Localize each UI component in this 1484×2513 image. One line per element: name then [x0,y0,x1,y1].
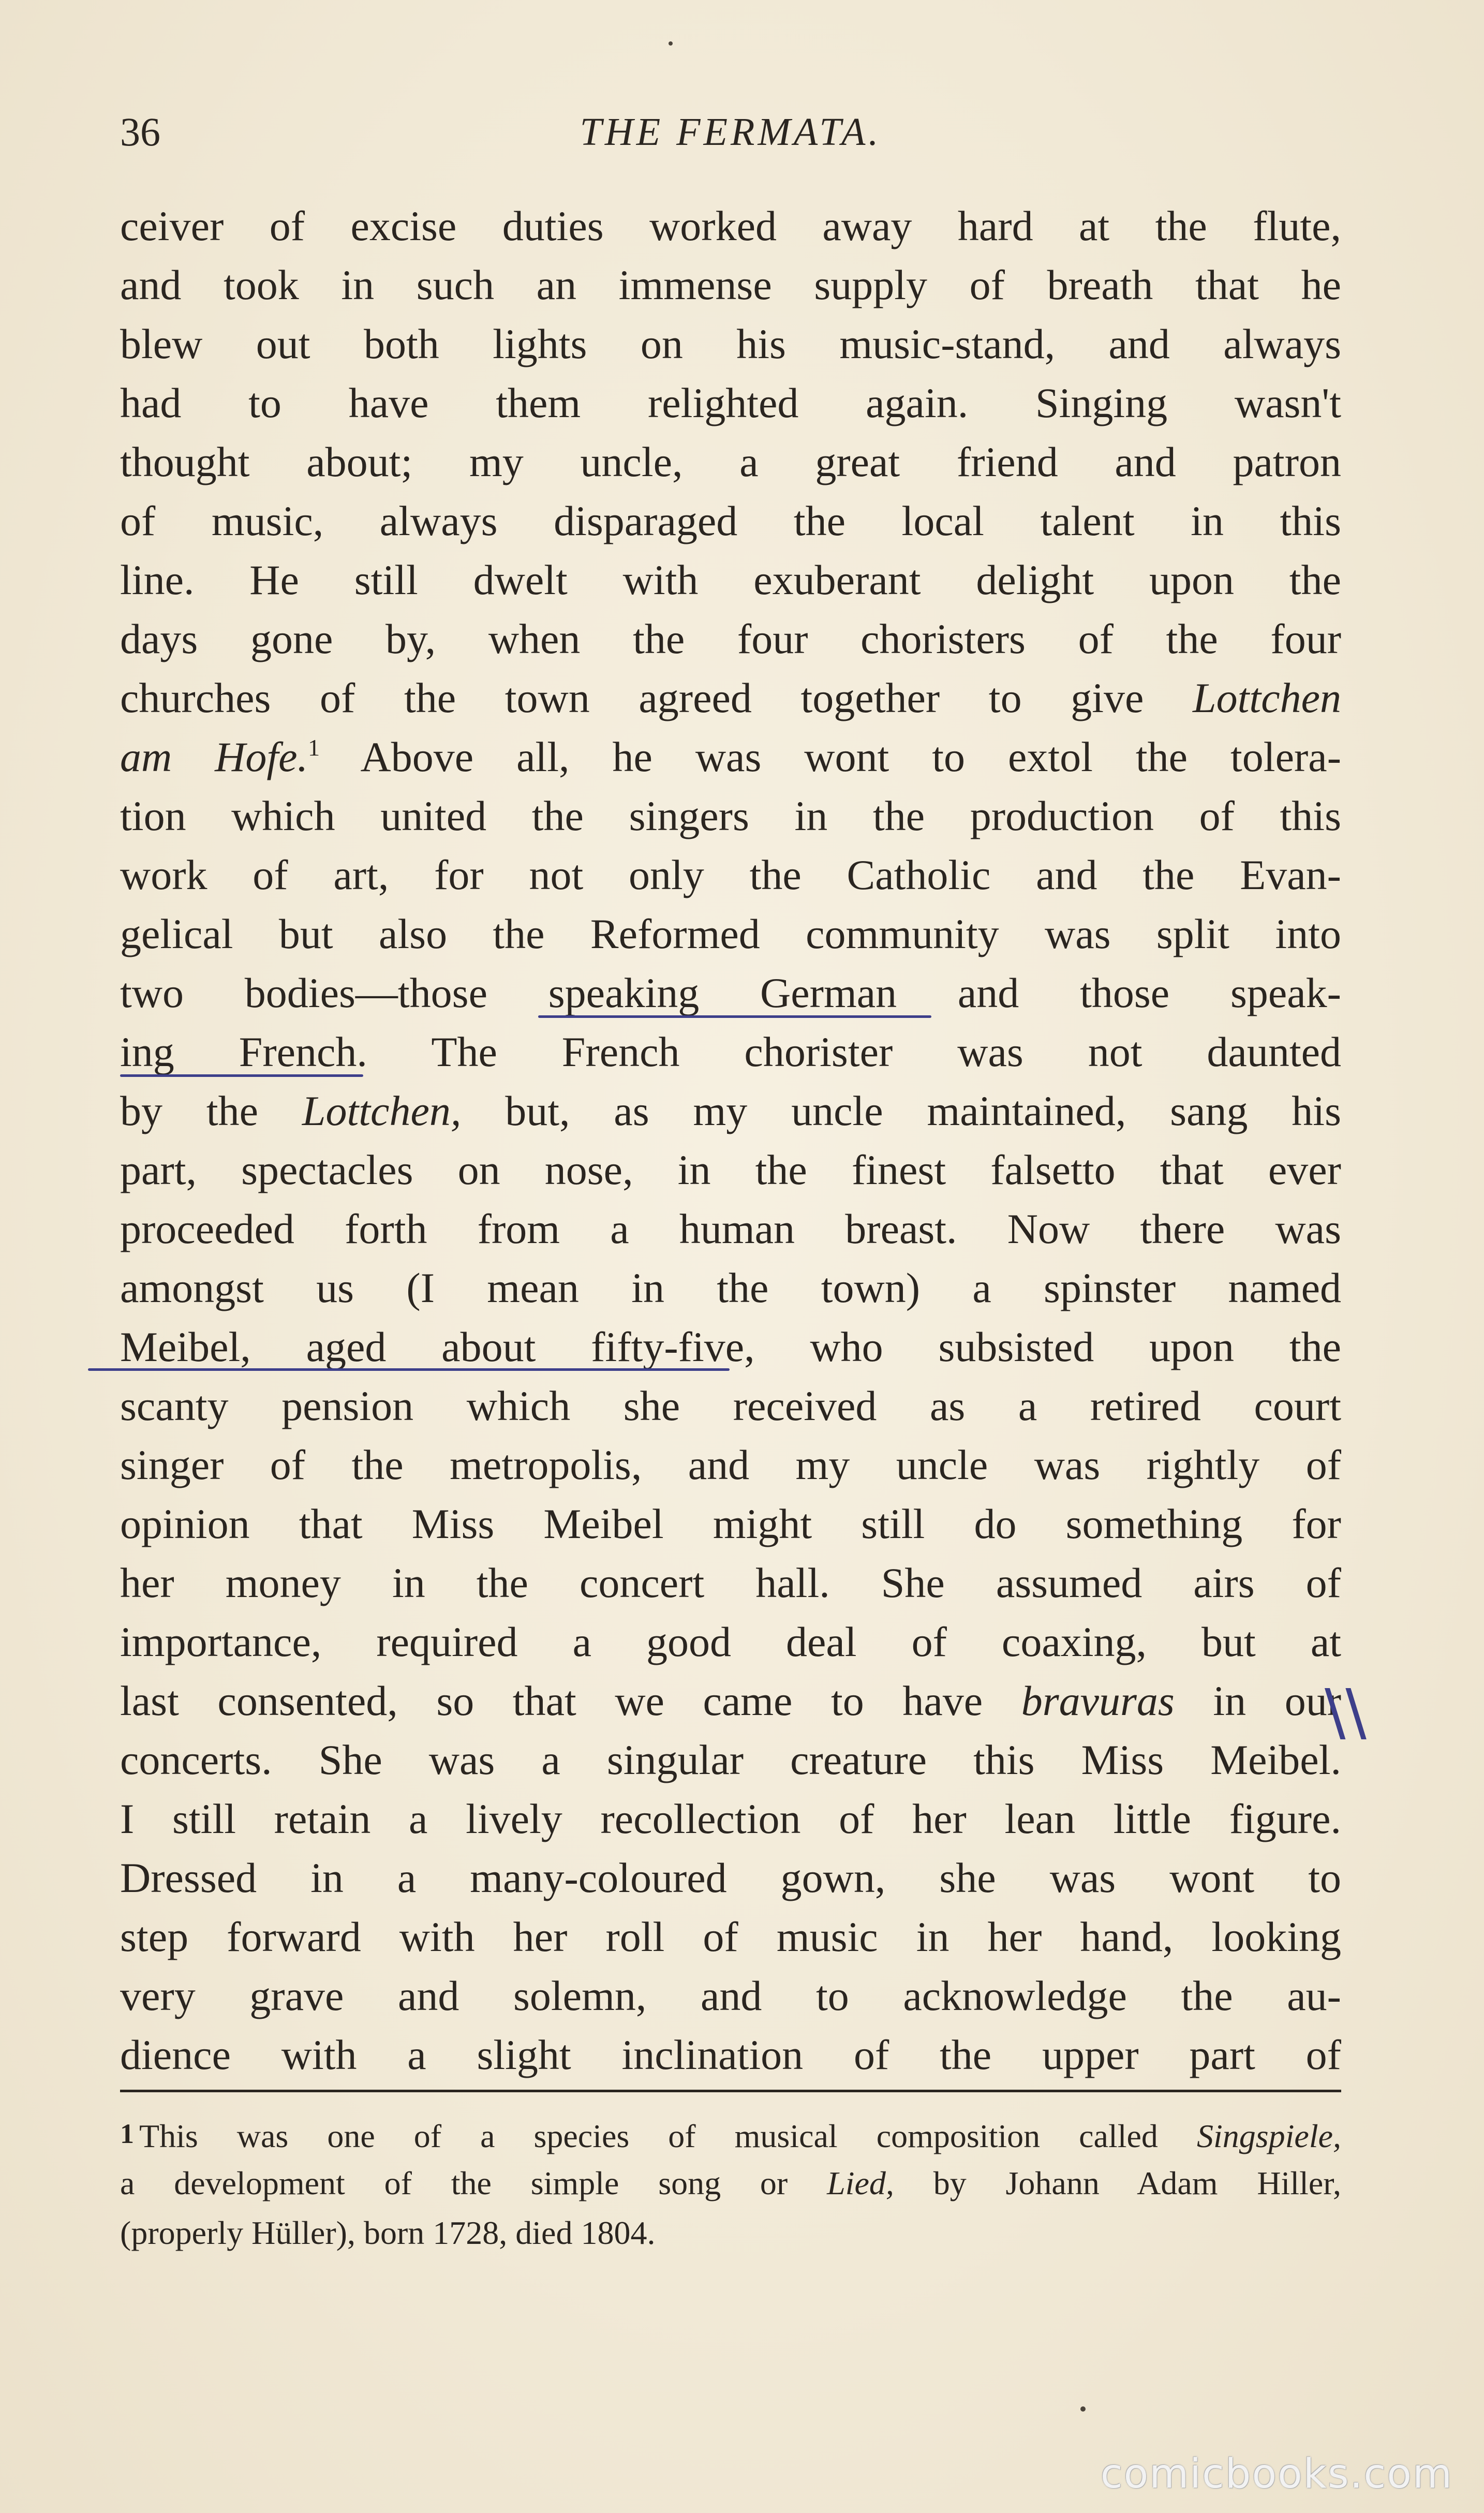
text-line: dience with a slight inclination of the upper part of [120,2031,1341,2078]
text-line: part, spectacles on nose, in the finest falsetto that ever [120,1146,1341,1193]
text-line [120,669,1341,728]
text-line: line. He still dwelt with exuberant delight upon the [120,556,1341,603]
italic-term: Singspiele, [1196,2118,1341,2154]
text-line: step forward with her roll of music in her hand, looking [120,1913,1341,1960]
text-line: her money in the concert hall. She assumed airs of [120,1559,1341,1606]
footnote-reference: 1 [308,734,320,761]
page-number: 36 [120,109,160,154]
text-line: blew out both lights on his music-stand, and always [120,320,1341,367]
text-segment: last consented, so that we came to have [120,1677,983,1724]
italic-title: Lottchen [1193,674,1341,721]
text-line: work of art, for not only the Catholic and the Evan- [120,851,1341,898]
text-line: ceiver of excise duties worked away hard at the flute, [120,202,1341,249]
text-line: opinion that Miss Meibel might still do something for [120,1500,1341,1547]
footnote-line [120,2109,1341,2159]
text-line [120,1082,1341,1141]
text-line: proceeded forth from a human breast. Now there was [120,1205,1341,1252]
italic-term: bravuras [1021,1677,1175,1724]
footnote-rule [120,2090,1341,2092]
text-line: thought about; my uncle, a great friend and patron [120,438,1341,485]
text-line: Meibel, aged about fifty-five, who subsisted upon the [120,1323,1341,1370]
text-line: Dressed in a many-coloured gown, she was wont to [120,1854,1341,1901]
text-segment: by Johann Adam Hiller, [933,2165,1341,2201]
text-segment: by the [120,1087,259,1134]
pencil-underline [120,1074,363,1077]
text-line: of music, always disparaged the local talent in this [120,497,1341,544]
text-line: ing French. The French chorister was not daunted [120,1028,1341,1075]
italic-term: Lied, [827,2165,894,2201]
text-line: importance, required a good deal of coaxing, but at [120,1618,1341,1665]
italic-title: am Hofe. [120,733,308,780]
text-segment: This was one of a species of musical composition called [139,2118,1158,2154]
pencil-margin-mark-icon: \\ [1325,1677,1367,1749]
page-header [120,104,1341,160]
italic-title: Lottchen, [302,1087,462,1134]
text-line [120,728,1341,787]
text-line: scanty pension which she received as a retired court [120,1382,1341,1429]
text-line: days gone by, when the four choristers of the four [120,615,1341,662]
text-segment: in our [1213,1677,1341,1724]
pencil-underline [538,1015,931,1018]
text-segment: but, as my uncle maintained, sang his [505,1087,1341,1134]
text-segment: churches of the town agreed together to give [120,674,1144,721]
ink-speck [1080,2406,1086,2412]
body-text [120,197,1341,2085]
footnote-line: (properly Hüller), born 1728, died 1804. [120,2214,656,2251]
text-line: tion which united the singers in the production of this [120,792,1341,839]
footnote [120,2109,1341,2258]
text-line [120,1672,1341,1731]
text-line: singer of the metropolis, and my uncle was rightly of [120,1441,1341,1488]
ink-speck [669,41,673,46]
pencil-underline [88,1368,730,1371]
running-title: THE FERMATA. [580,110,882,154]
text-line: had to have them relighted again. Singing wasn't [120,379,1341,426]
text-line: and took in such an immense supply of breath that he [120,261,1341,308]
text-line: I still retain a lively recollection of her lean little figure. [120,1795,1341,1842]
footnote-line [120,2159,1341,2208]
watermark-logo: comicbooks.com [1100,2451,1453,2497]
text-line: very grave and solemn, and to acknowledge the au- [120,1972,1341,2019]
text-line: concerts. She was a singular creature this Miss Meibel. [120,1736,1341,1783]
text-line: amongst us (I mean in the town) a spinster named [120,1264,1341,1311]
text-line: gelical but also the Reformed community was split into [120,910,1341,957]
footnote-number: 1 [120,2118,134,2149]
text-segment: Above all, he was wont to extol the tolera- [360,733,1341,780]
text-segment: a development of the simple song or [120,2165,788,2201]
text-line: two bodies—those speaking German and those speak- [120,969,1341,1016]
